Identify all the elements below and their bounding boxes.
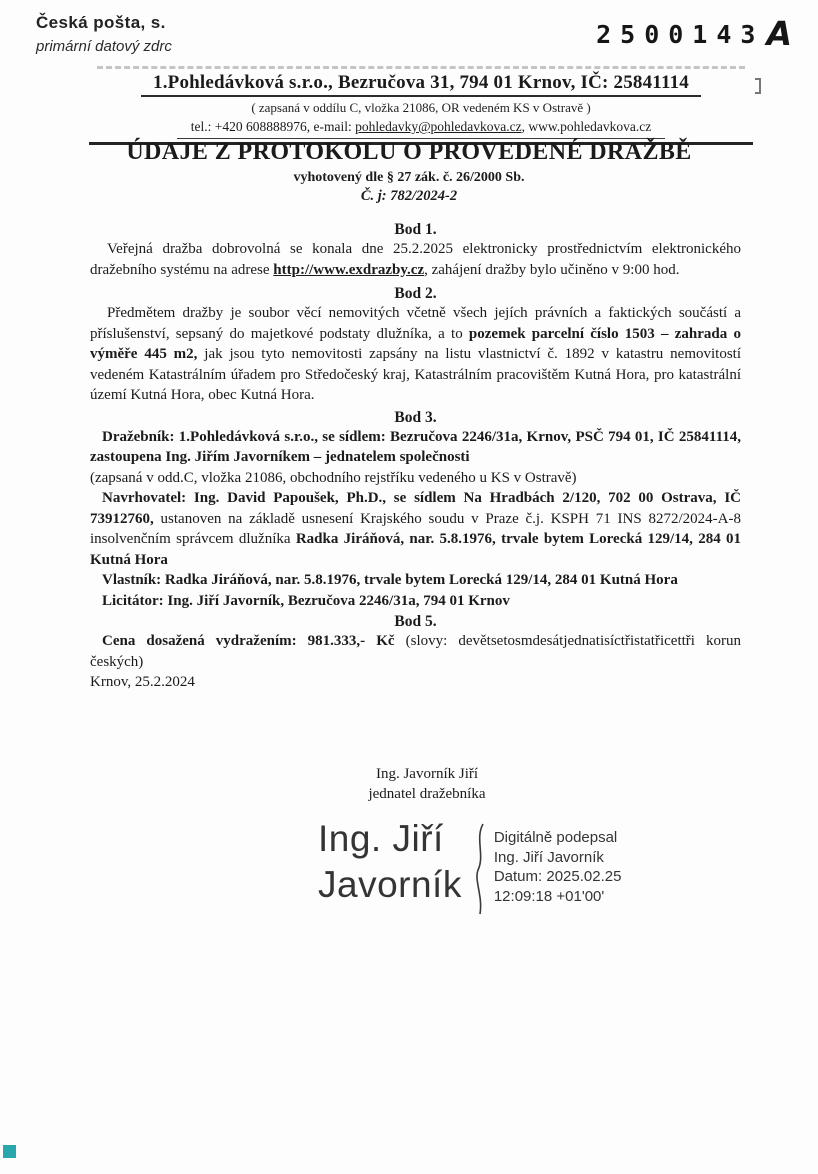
bod2-bold-subject: pozemek parcelní číslo 1503 – zahrada o výměře 445 m2, — [90, 325, 741, 362]
signature-name — [318, 816, 462, 908]
postmark — [36, 13, 172, 55]
stamp-number: 2500143 — [596, 20, 765, 49]
drazebnik-note: (zapsaná v odd.C, vložka 21086, obchodního rejstříku vedeného u KS v Ostravě) — [90, 469, 577, 486]
stamp-letter: A — [766, 14, 792, 53]
company-name: 1.Pohledávková s.r.o., Bezručova 31, 794 01 Krnov, IČ: 25841114 — [141, 72, 701, 97]
page-corner-marker — [3, 1145, 16, 1158]
case-number: Č. j: 782/2024-2 — [360, 188, 458, 204]
document-body — [90, 221, 741, 693]
bod2-paragraph — [90, 303, 741, 406]
cena-paragraph — [90, 631, 741, 672]
licitator-line — [90, 591, 741, 612]
auction-url-link[interactable]: http://www.exdrazby.cz — [273, 261, 425, 278]
licitator-text: Licitátor: Ing. Jiří Javorník, Bezručova 2246/31a, 794 01 Krnov — [102, 592, 510, 609]
navrhovatel-bold1: Navrhovatel: Ing. David Papoušek, Ph.D., se sídlem Na Hradbách 2/120, 702 00 Ostrava, IČ 73912760, — [90, 490, 741, 527]
signature-detail-line1: Digitálně podepsal — [493, 829, 618, 846]
signature-detail-line2: Ing. Jiří Javorník — [493, 848, 604, 866]
bod2-text-before: Předmětem dražby je soubor věcí nemovitých včetně všech jejích právních a faktických součástí a příslušenství, sepsaný do majetkové podstaty dlužníka, a to — [90, 305, 741, 342]
signature-name-line2: Javorník — [318, 864, 462, 905]
contact-suffix: , www.pohledavkova.cz — [521, 119, 652, 134]
company-name-row — [95, 72, 747, 97]
signature-detail-line4: 12:09:18 +01'00' — [493, 887, 605, 905]
drazebnik-text: Dražebník: 1.Pohledávková s.r.o., se sídlem: Bezručova 2246/31a, Krnov, PSČ 794 01, IČ 25841114, zastoupena Ing. Jiřím Javorníkem – jednatelem společnosti — [90, 428, 741, 465]
company-contact — [177, 119, 665, 139]
section-heading-bod3: Bod 3. — [394, 408, 437, 426]
postmark-subline: primární datový zdrc — [36, 38, 172, 55]
signer-role: jednatel dražebníka — [368, 785, 486, 802]
bod1-text-after: , zahájení dražby bylo učiněno v 9:00 hod. — [424, 261, 680, 278]
email-link[interactable]: pohledavky@pohledavkova.cz — [355, 119, 522, 134]
navrhovatel-regular: ustanoven na základě usnesení Krajského soudu v Praze č.j. KSPH 71 INS 8272/2024-A-8 insolvenčním správcem dlužníka — [90, 510, 741, 547]
section-heading-bod2: Bod 2. — [394, 285, 437, 302]
signature-flourish-icon — [472, 822, 488, 918]
postmark-sender: Česká pošta, s. — [36, 13, 166, 32]
bod1-text-before: Veřejná dražba dobrovolná se konala dne 25.2.2025 elektronicky prostřednictvím elektronického dražebního systému na adrese — [90, 241, 741, 278]
navrhovatel-bold2: Radka Jiráňová, nar. 5.8.1976, trvale bytem Lorecká 129/14, 284 01 Kutná Hora — [90, 531, 741, 568]
vlastnik-text: Vlastník: Radka Jiráňová, nar. 5.8.1976, trvale bytem Lorecká 129/14, 284 01 Kutná Hora — [102, 572, 678, 588]
company-registry: ( zapsaná v oddílu C, vložka 21086, OR vedeném KS v Ostravě ) — [251, 100, 591, 115]
section-heading-bod5: Bod 5. — [394, 613, 437, 630]
signature-details — [494, 828, 622, 906]
company-contact-row — [95, 118, 747, 139]
signer-name: Ing. Javorník Jiří — [375, 766, 479, 782]
contact-prefix: tel.: +420 608888976, e-mail: — [190, 119, 356, 134]
scan-artifact-top-border — [97, 66, 745, 69]
document-subtitle: vyhotovený dle § 27 zák. č. 26/2000 Sb. — [293, 170, 525, 185]
drazebnik-paragraph — [90, 427, 741, 468]
serial-stamp — [596, 14, 792, 53]
cena-regular: (slovy: devětsetosmdesátjednatisíctřistatřicettři korun českých) — [90, 633, 741, 670]
section-heading-bod1: Bod 1. — [394, 221, 437, 238]
signer-block — [0, 765, 818, 804]
place-date: Krnov, 25.2.2024 — [90, 674, 195, 690]
title-block — [0, 139, 818, 205]
bod2-text-after: jak jsou tyto nemovitosti zapsány na listu vlastnictví č. 1892 v katastru nemovitostí vedeném Katastrálním úřadem pro Středočeský kraj, Katastrálním pracovištěm Kutná Hora, pro katastrální území Kutná Hora, obec Kutná Hora. — [90, 346, 741, 403]
cena-bold: Cena dosažená vydražením: 981.333,- Kč — [102, 633, 395, 649]
signature-detail-line3: Datum: 2025.02.25 — [493, 868, 622, 885]
document-title: ÚDAJE Z PROTOKOLU O PROVEDENÉ DRAŽBĚ — [126, 139, 692, 165]
digital-signature — [318, 816, 621, 918]
navrhovatel-paragraph — [90, 488, 741, 570]
signature-name-line1: Ing. Jiří — [318, 818, 444, 859]
letterhead — [95, 66, 747, 145]
scan-artifact-bracket — [755, 78, 761, 94]
vlastnik-line — [90, 570, 741, 591]
bod1-paragraph — [90, 239, 741, 280]
